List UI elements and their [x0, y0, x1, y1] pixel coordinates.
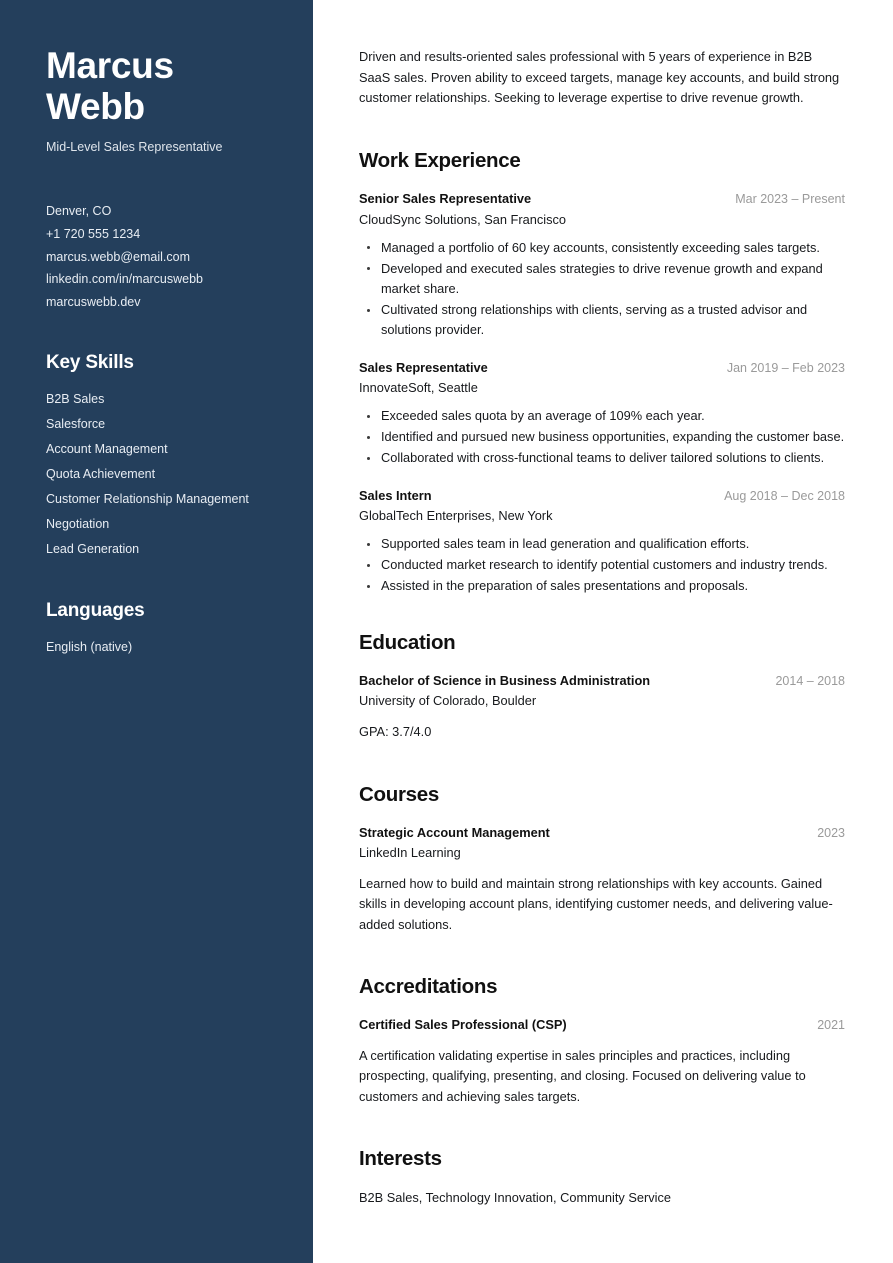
contact-linkedin[interactable]: linkedin.com/in/marcuswebb	[46, 272, 204, 287]
course-date: 2023	[817, 825, 845, 840]
candidate-name-last: Webb	[46, 85, 145, 127]
work-entry-company: GlobalTech Enterprises, New York	[359, 508, 553, 524]
skill-item: Salesforce	[46, 417, 106, 432]
professional-summary: Driven and results-oriented sales professional with 5 years of experience in B2B SaaS sales. Proven ability to exceed targets, manage key accounts, and build strong customer relationships. Seeking to leverage expertise to drive revenue growth.	[359, 49, 840, 106]
interests-text: B2B Sales, Technology Innovation, Community Service	[359, 1190, 672, 1206]
work-entry-bullets	[359, 534, 845, 597]
accreditation-description: A certification validating expertise in sales principles and practices, including prospecting, qualifying, presenting, and closing. Focused on delivering value to customers and achieving sales targets.	[359, 1047, 806, 1104]
bullet-item: Exceeded sales quota by an average of 109% each year.	[359, 406, 845, 426]
key-skills-heading: Key Skills	[46, 352, 134, 374]
work-experience-section	[359, 149, 845, 597]
bullet-item: Developed and executed sales strategies to drive revenue growth and expand market share.	[359, 259, 845, 299]
courses-heading: Courses	[359, 782, 439, 806]
bullet-item: Cultivated strong relationships with clients, serving as a trusted advisor and solutions provider.	[359, 300, 845, 340]
education-date: 2014 – 2018	[775, 673, 845, 688]
course-entry	[359, 824, 845, 936]
work-entry-title: Senior Sales Representative	[359, 191, 532, 207]
sidebar	[0, 0, 313, 1263]
languages-heading: Languages	[46, 599, 145, 621]
accreditation-title: Certified Sales Professional (CSP)	[359, 1017, 567, 1033]
main-content	[313, 0, 893, 1263]
work-entry-bullets	[359, 238, 845, 341]
work-entry-title: Sales Intern	[359, 487, 432, 503]
education-degree: Bachelor of Science in Business Administration	[359, 672, 651, 688]
accreditation-date: 2021	[817, 1018, 845, 1033]
languages-section	[46, 600, 279, 656]
work-entry-company: InnovateSoft, Seattle	[359, 380, 478, 396]
work-experience-heading: Work Experience	[359, 149, 521, 173]
course-provider: LinkedIn Learning	[359, 845, 461, 861]
contact-website[interactable]: marcuswebb.dev	[46, 294, 141, 309]
candidate-job-title: Mid-Level Sales Representative	[46, 140, 223, 155]
skill-item: Negotiation	[46, 516, 110, 531]
accreditations-section	[359, 975, 845, 1107]
work-entry-header	[359, 359, 845, 378]
key-skills-section	[46, 352, 279, 557]
bullet-item: Assisted in the preparation of sales presentations and proposals.	[359, 576, 845, 596]
contact-details	[46, 204, 279, 310]
course-title: Strategic Account Management	[359, 824, 550, 840]
bullet-item: Identified and pursued new business opportunities, expanding the customer base.	[359, 427, 845, 447]
education-entry-header	[359, 672, 845, 691]
work-entry-date: Jan 2019 – Feb 2023	[726, 360, 845, 375]
skill-item: Account Management	[46, 442, 168, 457]
work-entry-company: CloudSync Solutions, San Francisco	[359, 211, 566, 227]
work-entry-date: Aug 2018 – Dec 2018	[724, 488, 845, 503]
education-heading: Education	[359, 630, 456, 654]
work-entry-header	[359, 487, 845, 506]
education-entry	[359, 672, 845, 743]
bullet-item: Conducted market research to identify potential customers and industry trends.	[359, 555, 845, 575]
key-skills-list	[46, 391, 279, 557]
bullet-item: Collaborated with cross-functional teams to deliver tailored solutions to clients.	[359, 448, 845, 468]
education-gpa: GPA: 3.7/4.0	[359, 724, 432, 740]
work-entry-header	[359, 190, 845, 209]
name-block	[46, 46, 279, 156]
interests-section	[359, 1147, 845, 1208]
contact-phone: +1 720 555 1234	[46, 226, 141, 241]
interests-heading: Interests	[359, 1147, 442, 1171]
candidate-name	[46, 46, 279, 127]
accreditation-entry-header	[359, 1016, 845, 1035]
education-section	[359, 631, 845, 743]
course-entry-header	[359, 824, 845, 843]
contact-location: Denver, CO	[46, 204, 112, 219]
skill-item: B2B Sales	[46, 392, 105, 407]
work-entry	[359, 359, 845, 469]
courses-section	[359, 783, 845, 936]
work-entry-title: Sales Representative	[359, 359, 488, 375]
language-item: English (native)	[46, 639, 133, 654]
education-institution: University of Colorado, Boulder	[359, 693, 537, 709]
work-entry	[359, 487, 845, 597]
contact-email[interactable]: marcus.webb@email.com	[46, 249, 190, 264]
accreditations-heading: Accreditations	[359, 975, 498, 999]
bullet-item: Supported sales team in lead generation and qualification efforts.	[359, 534, 845, 554]
candidate-name-first: Marcus	[46, 45, 174, 86]
work-entry	[359, 190, 845, 340]
languages-list	[46, 639, 279, 656]
work-entry-bullets	[359, 406, 845, 469]
skill-item: Customer Relationship Management	[46, 491, 249, 506]
skill-item: Lead Generation	[46, 541, 140, 556]
accreditation-entry	[359, 1016, 845, 1107]
course-description: Learned how to build and maintain strong relationships with key accounts. Gained skills in developing account plans, identifying customer needs, and delivering value-added solutions.	[359, 875, 833, 932]
bullet-item: Managed a portfolio of 60 key accounts, consistently exceeding sales targets.	[359, 238, 845, 258]
work-entry-date: Mar 2023 – Present	[735, 192, 845, 207]
skill-item: Quota Achievement	[46, 467, 156, 481]
